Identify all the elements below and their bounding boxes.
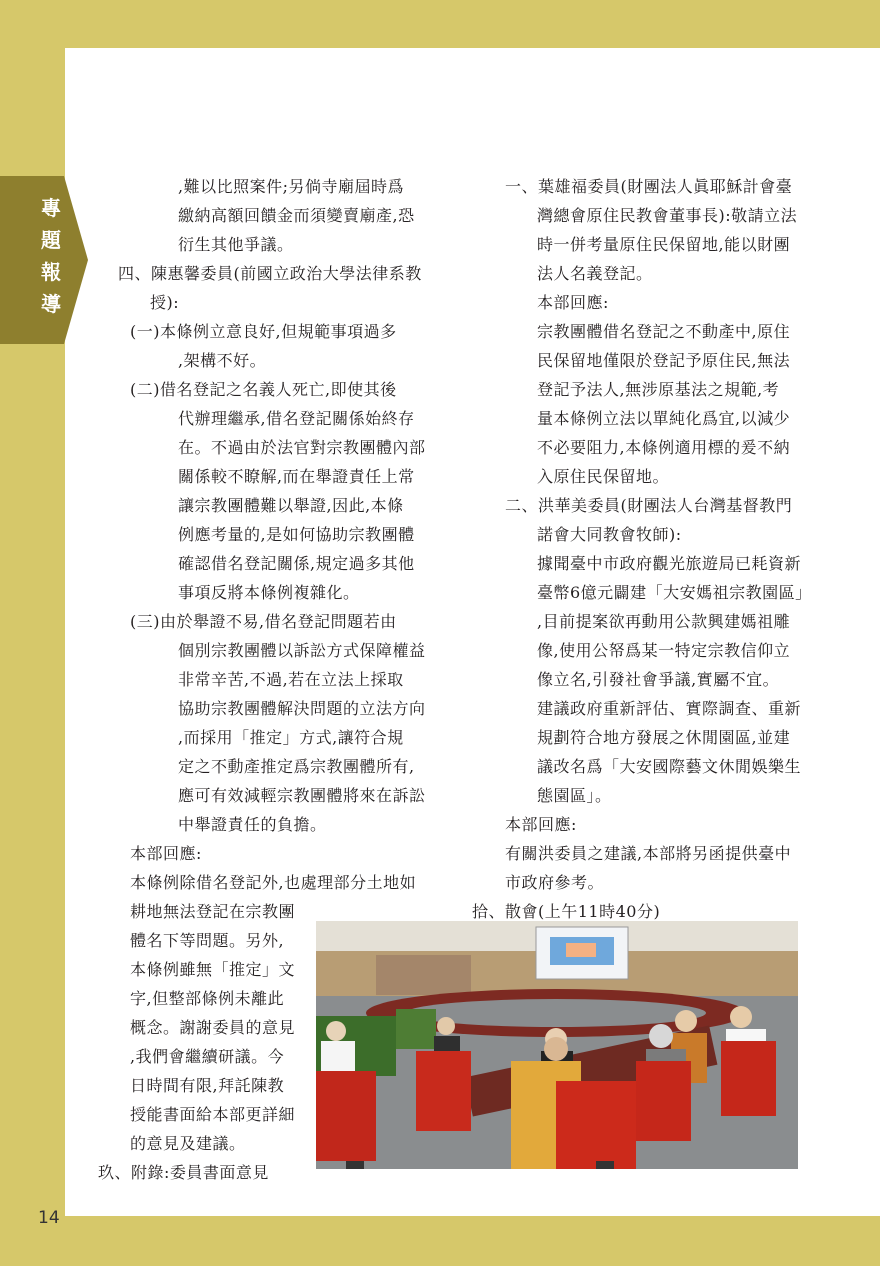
text-line: ,而採用「推定」方式,讓符合規	[178, 728, 404, 747]
text-line: 事項反將本條例複雜化。	[178, 583, 360, 602]
text-line: 確認借名登記關係,規定過多其他	[178, 554, 415, 573]
text-line: 登記予法人,無涉原基法之規範,考	[537, 380, 780, 399]
text-line: 的意見及建議。	[130, 1134, 246, 1153]
text-line: 讓宗教團體難以舉證,因此,本條	[178, 496, 404, 515]
text-line: 概念。謝謝委員的意見	[130, 1018, 296, 1037]
text-line: ,我們會繼續研議。今	[130, 1047, 285, 1066]
text-line: 有關洪委員之建議,本部將另函提供臺中	[505, 844, 792, 863]
text-line: 一、葉雄福委員(財團法人眞耶穌計會臺	[505, 177, 793, 196]
text-line: 定之不動產推定爲宗教團體所有,	[178, 757, 415, 776]
text-line: 日時間有限,拜託陳教	[130, 1076, 285, 1095]
text-line: 個別宗教團體以訴訟方式保障權益	[178, 641, 426, 660]
section-tab-label	[34, 192, 68, 320]
text-line: 衍生其他爭議。	[178, 235, 294, 254]
text-line: 像,使用公帑爲某一特定宗教信仰立	[537, 641, 791, 660]
text-line: 在。不過由於法官對宗教團體內部	[178, 438, 426, 457]
text-line: 宗教團體借名登記之不動產中,原住	[537, 322, 791, 341]
text-line: 民保留地僅限於登記予原住民,無法	[537, 351, 791, 370]
text-line: 本部回應:	[130, 844, 202, 863]
text-line: 四、陳惠馨委員(前國立政治大學法律系教	[118, 264, 422, 283]
meeting-photo	[316, 921, 798, 1169]
text-line: 議改名爲「大安國際藝文休閒娛樂生	[537, 757, 802, 776]
text-line: 時一併考量原住民保留地,能以財團	[537, 235, 791, 254]
text-line: 諾會大同教會牧師):	[537, 525, 682, 544]
text-line: 建議政府重新評估、實際調查、重新	[537, 699, 802, 718]
text-line: 非常辛苦,不過,若在立法上採取	[178, 670, 404, 689]
text-line: 態園區」。	[537, 786, 612, 805]
text-line: 應可有效減輕宗教團體將來在訴訟	[178, 786, 426, 805]
text-line: 中舉證責任的負擔。	[178, 815, 327, 834]
text-line: 本條例除借名登記外,也處理部分土地如	[130, 873, 417, 892]
text-line: 規劃符合地方發展之休閒園區,並建	[537, 728, 791, 747]
text-line: 入原住民保留地。	[537, 467, 670, 486]
text-line: 不必要阻力,本條例適用標的爰不納	[537, 438, 791, 457]
text-line: ,目前提案欲再動用公款興建媽祖雕	[537, 612, 791, 631]
tab-char: 專	[41, 196, 61, 220]
text-line: 本部回應:	[537, 293, 609, 312]
text-line: (一)本條例立意良好,但規範事項過多	[130, 322, 397, 341]
text-line: 例應考量的,是如何協助宗教團體	[178, 525, 415, 544]
text-line: 像立名,引發社會爭議,實屬不宜。	[537, 670, 780, 689]
text-line: 據聞臺中市政府觀光旅遊局已耗資新	[537, 554, 802, 573]
text-line: 體名下等問題。另外,	[130, 931, 285, 950]
text-line: ,架構不好。	[178, 351, 267, 370]
text-line: (二)借名登記之名義人死亡,即使其後	[130, 380, 397, 399]
text-line: 市政府參考。	[505, 873, 605, 892]
text-line: ,難以比照案件;另倘寺廟屆時爲	[178, 177, 404, 196]
page-number: 14	[38, 1208, 60, 1228]
text-line: 臺幣6億元闢建「大安媽祖宗教園區」	[537, 583, 812, 602]
text-line: 量本條例立法以單純化爲宜,以減少	[537, 409, 791, 428]
text-line: 拾、散會(上午11時40分)	[472, 902, 661, 921]
text-line: 耕地無法登記在宗教團	[130, 902, 296, 921]
tab-char: 導	[41, 292, 61, 316]
text-line: 授):	[150, 293, 180, 312]
tab-char: 題	[41, 228, 61, 252]
text-line: (三)由於舉證不易,借名登記問題若由	[130, 612, 397, 631]
text-line: 繳納高額回饋金而須變賣廟產,恐	[178, 206, 415, 225]
tab-char: 報	[41, 260, 61, 284]
text-line: 本部回應:	[505, 815, 577, 834]
text-line: 本條例雖無「推定」文	[130, 960, 296, 979]
text-line: 玖、附錄:委員書面意見	[98, 1163, 269, 1182]
text-line: 二、洪華美委員(財團法人台灣基督教門	[505, 496, 793, 515]
text-line: 協助宗教團體解決問題的立法方向	[178, 699, 426, 718]
text-line: 法人名義登記。	[537, 264, 653, 283]
text-line: 關係較不瞭解,而在舉證責任上常	[178, 467, 415, 486]
text-line: 代辦理繼承,借名登記關係始終存	[178, 409, 415, 428]
text-line: 授能書面給本部更詳細	[130, 1105, 296, 1124]
text-line: 灣總會原住民教會董事長):敬請立法	[537, 206, 798, 225]
text-line: 字,但整部條例未離此	[130, 989, 285, 1008]
